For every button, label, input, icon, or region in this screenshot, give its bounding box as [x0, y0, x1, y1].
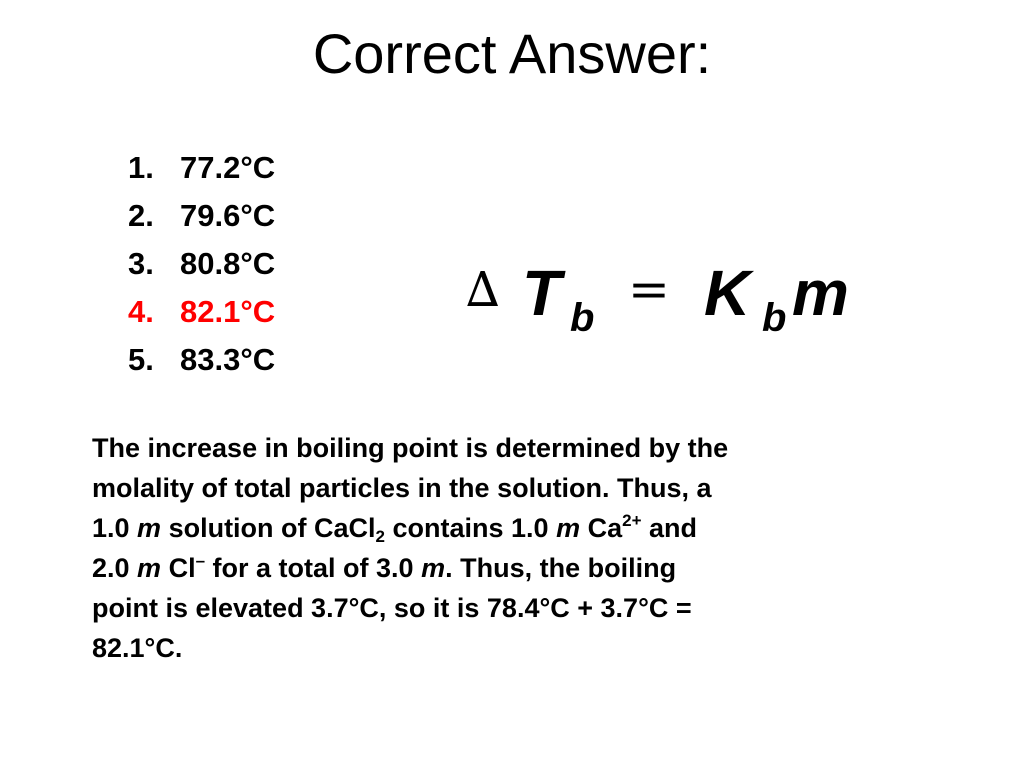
text-run: 2.0 [92, 553, 138, 583]
subscript: 2 [375, 527, 386, 546]
explanation-line-6: 82.1°C. [92, 633, 183, 663]
answer-number: 2. [128, 198, 154, 233]
answer-text: 80.8°C [180, 246, 276, 281]
answer-text: 83.3°C [180, 342, 276, 377]
explanation-line-3 [92, 508, 922, 548]
explanation-paragraph [92, 428, 922, 668]
answer-text: 77.2°C [180, 150, 276, 185]
answer-number: 3. [128, 246, 154, 281]
formula-equals: = [628, 260, 670, 318]
answer-number: 4. [128, 294, 154, 329]
text-run: Cl [161, 553, 196, 583]
formula-m: m [792, 257, 849, 329]
answer-text: 79.6°C [180, 198, 276, 233]
explanation-line-2: molality of total particles in the solution. Thus, a [92, 473, 712, 503]
molality-symbol: m [421, 553, 446, 583]
molality-symbol: m [556, 513, 581, 543]
formula-T: T [522, 257, 562, 329]
answer-text: 82.1°C [180, 294, 276, 329]
explanation-line-5: point is elevated 3.7°C, so it is 78.4°C + 3.7°C = [92, 593, 692, 623]
formula-subscript-b: b [762, 296, 787, 340]
slide-title: Correct Answer: [312, 22, 712, 85]
explanation-line-1: The increase in boiling point is determined by the [92, 433, 729, 463]
answer-list [128, 144, 275, 384]
molality-symbol: m [137, 513, 162, 543]
answer-option-1 [128, 144, 275, 192]
text-run: contains 1.0 [385, 513, 557, 543]
formula-K: K [704, 257, 751, 329]
answer-number: 1. [128, 150, 154, 185]
answer-option-2 [128, 192, 275, 240]
text-run: for a total of 3.0 [205, 553, 422, 583]
text-run: Ca [580, 513, 623, 543]
text-run: 1.0 [92, 513, 138, 543]
explanation-line-4 [92, 548, 922, 588]
text-run: solution of CaCl [161, 513, 376, 543]
answer-number: 5. [128, 342, 154, 377]
molality-symbol: m [137, 553, 162, 583]
answer-option-5 [128, 336, 275, 384]
answer-option-3 [128, 240, 275, 288]
formula-delta: ∆ [466, 262, 500, 318]
answer-option-4-correct [128, 288, 275, 336]
text-run: and [641, 513, 698, 543]
formula-subscript-b: b [570, 296, 595, 340]
superscript: 2+ [622, 511, 642, 530]
superscript: – [195, 551, 206, 570]
text-run: . Thus, the boiling [445, 553, 677, 583]
